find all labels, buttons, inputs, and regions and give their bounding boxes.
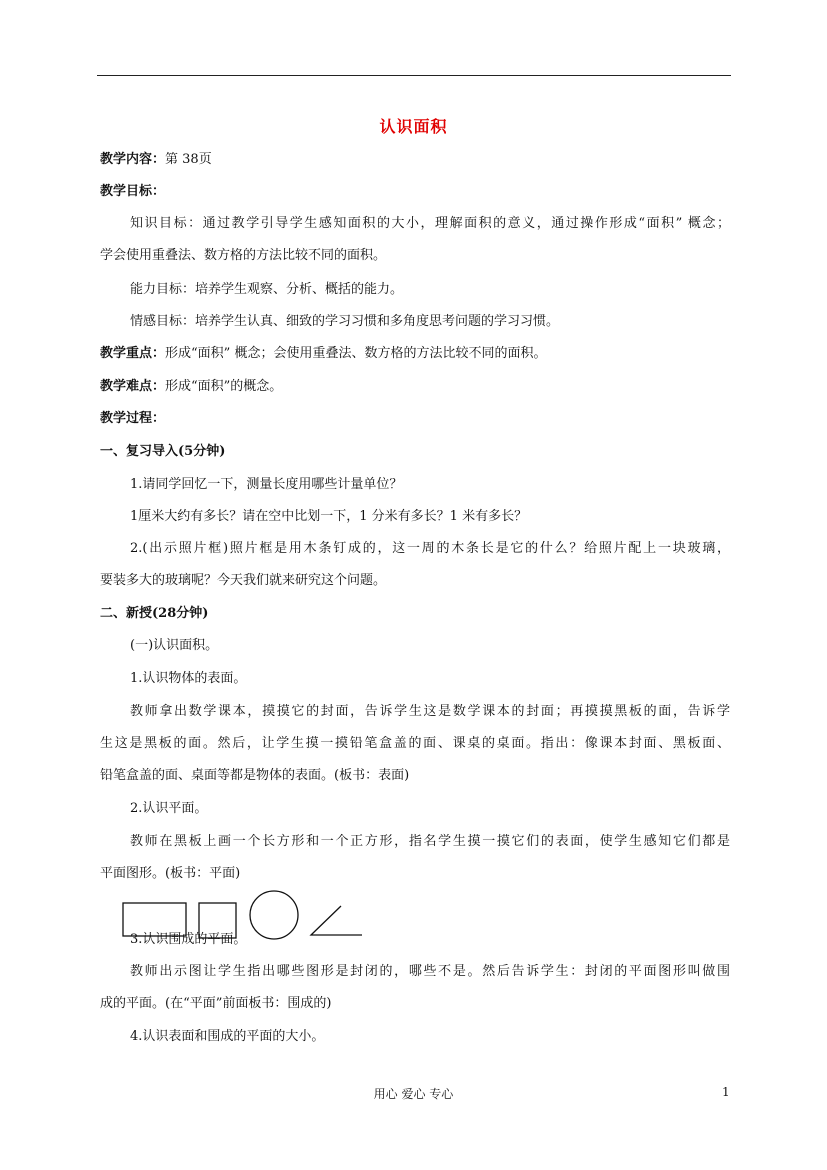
section2-item1-p3: 铅笔盒盖的面、桌面等都是物体的表面。(板书：表面)	[100, 768, 410, 783]
content-line	[100, 150, 212, 170]
difficulty-text: 形成“面积”的概念。	[165, 379, 283, 394]
square-shape	[199, 903, 236, 938]
section2-item3-p1: 教师出示图让学生指出哪些图形是封闭的，哪些不是。然后告诉学生：封闭的平面图形叫做围	[130, 964, 730, 979]
section2-item3: 3.认识围成的平面。	[130, 932, 247, 947]
goal-knowledge-line1: 知识目标：通过教学引导学生感知面积的大小，理解面积的意义，通过操作形成“面积” 概念；	[130, 216, 730, 231]
goal-emotion: 情感目标：培养学生认真、细致的学习习惯和多角度思考问题的学习习惯。	[130, 314, 560, 329]
plane-shapes-figure	[120, 890, 370, 942]
section1-p1: 1.请同学回忆一下，测量长度用哪些计量单位？	[130, 477, 403, 492]
page-number: 1	[722, 1085, 730, 1099]
section2-sub1: (一)认识面积。	[130, 638, 219, 653]
section2-item2: 2.认识平面。	[130, 801, 208, 816]
circle-shape	[250, 891, 298, 939]
section1-p2: 1厘米大约有多长？请在空中比划一下，1 分米有多长？1 米有多长？	[130, 509, 528, 524]
goal-ability: 能力目标：培养学生观察、分析、概括的能力。	[130, 282, 404, 297]
section2-item1-p1: 教师拿出数学课本，摸摸它的封面，告诉学生这是数学课本的封面；再摸摸黑板的面，告诉学	[130, 704, 730, 719]
difficulty-line	[100, 377, 282, 397]
section1-heading: 一、复习导入(5分钟)	[100, 444, 226, 459]
section2-item3-p2: 成的平面。(在“平面”前面板书：围成的)	[100, 996, 332, 1011]
open-angle-shape	[311, 906, 362, 935]
content-value: 第 38页	[165, 152, 212, 167]
section2-item1: 1.认识物体的表面。	[130, 671, 247, 686]
section2-item2-p1: 教师在黑板上画一个长方形和一个正方形，指名学生摸一摸它们的表面，使学生感知它们都是	[130, 834, 730, 849]
goal-knowledge-line2: 学会使用重叠法、数方格的方法比较不同的面积。	[100, 248, 387, 263]
key-point-line	[100, 344, 546, 364]
rectangle-shape	[123, 903, 186, 936]
page-title: 认识面积	[379, 117, 448, 136]
section2-item1-p2: 生这是黑板的面。然后，让学生摸一摸铅笔盒盖的面、课桌的桌面。指出：像课本封面、黑板面、	[100, 736, 730, 751]
process-label: 教学过程：	[100, 411, 166, 426]
goals-label: 教学目标：	[100, 184, 166, 199]
header-rule	[97, 75, 731, 76]
difficulty-label: 教学难点：	[100, 379, 166, 394]
section1-p3-line1: 2.(出示照片框)照片框是用木条钉成的，这一周的木条长是它的什么？给照片配上一块玻璃，	[130, 541, 730, 556]
section2-item4: 4.认识表面和围成的平面的大小。	[130, 1029, 325, 1044]
key-point-label: 教学重点：	[100, 346, 166, 361]
section1-p3-line2: 要装多大的玻璃呢？今天我们就来研究这个问题。	[100, 573, 387, 588]
section2-item2-p2: 平面图形。(板书：平面)	[100, 866, 241, 881]
content-label: 教学内容：	[100, 152, 166, 167]
key-point-text: 形成“面积” 概念；会使用重叠法、数方格的方法比较不同的面积。	[165, 346, 547, 361]
section2-heading: 二、新授(28分钟)	[100, 606, 209, 621]
footer-motto: 用心 爱心 专心	[373, 1087, 454, 1101]
